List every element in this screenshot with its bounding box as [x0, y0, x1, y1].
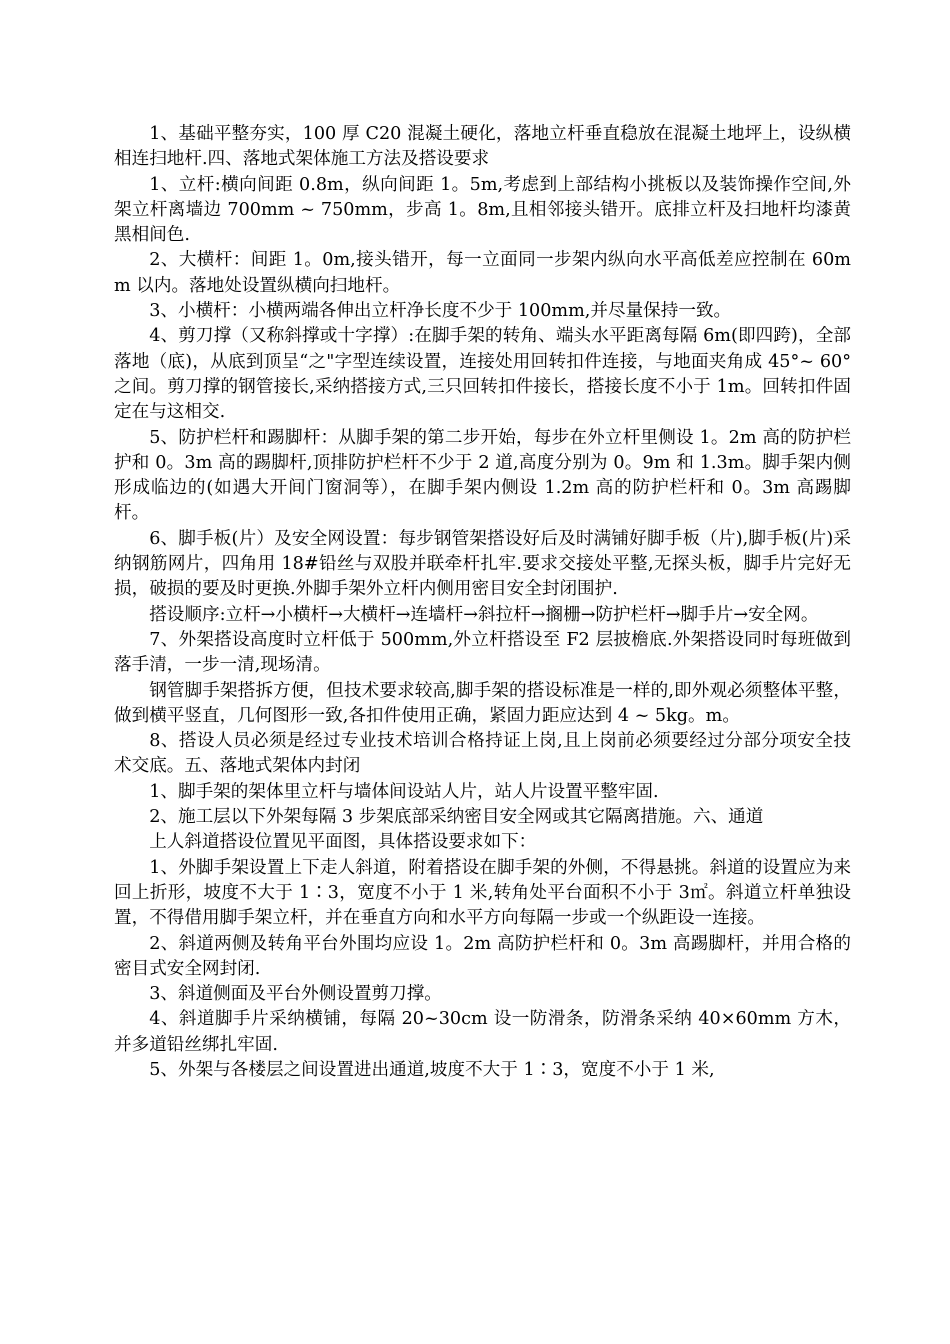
paragraph-11: 8、搭设人员必须是经过专业技术培训合格持证上岗,且上岗前必须要经过分部分项安全技术交底。五、落地式架体内封闭 — [114, 731, 851, 777]
paragraph-19: 5、外架与各楼层之间设置进出通道,坡度不大于 1∶3，宽度不小于 1 米, — [149, 1059, 715, 1080]
paragraph-12: 1、脚手架的架体里立杆与墙体间设站人片，站人片设置平整牢固. — [149, 781, 659, 802]
paragraph-5: 4、剪刀撑（又称斜撑或十字撑）:在脚手架的转角、端头水平距离每隔 6m(即四跨)，全部落地（底)，从底到顶呈“之"字型连续设置，连接处用回转扣件连接，与地面夹角成 45°~ 60°之间。剪刀撑的钢管接长,采纳搭接方式,三只回转扣件接长，搭接长度不小于 1m。回转扣件固定在与这相交. — [114, 326, 851, 423]
paragraph-13: 2、施工层以下外架每隔 3 步架底部采纳密目安全网或其它隔离措施。六、通道 — [149, 807, 764, 828]
paragraph-7: 6、脚手板(片）及安全网设置：每步钢管架搭设好后及时满铺好脚手板（片),脚手板(片)采纳钢筋网片，四角用 18#铅丝与双股并联牵杆扎牢.要求交接处平整,无探头板，脚手片完好无损，破损的要及时更换.外脚手架外立杆内侧用密目安全封闭围护. — [114, 528, 851, 600]
paragraph-3: 2、大横杆：间距 1。0m,接头错开，每一立面同一步架内纵向水平高低差应控制在 60mm 以内。落地处设置纵横向扫地杆。 — [114, 250, 851, 296]
paragraph-6: 5、防护栏杆和踢脚杆：从脚手架的第二步开始，每步在外立杆里侧设 1。2m 高的防护栏护和 0。3m 高的踢脚杆,顶排防护栏杆不少于 2 道,高度分别为 0。9m 和 1.3m。脚手架内侧形成临边的(如遇大开间门窗洞等），在脚手架内侧设 1.2m 高的防护栏杆和 0。3m 高踢脚杆。 — [114, 427, 851, 524]
paragraph-8: 搭设顺序:立杆→小横杆→大横杆→连墙杆→斜拉杆→搁栅→防护栏杆→脚手片→安全网。 — [149, 604, 819, 625]
paragraph-1: 1、基础平整夯实，100 厚 C20 混凝土硬化，落地立杆垂直稳放在混凝土地坪上，设纵横相连扫地杆.四、落地式架体施工方法及搭设要求 — [114, 124, 851, 170]
paragraph-14: 上人斜道搭设位置见平面图，具体搭设要求如下： — [149, 832, 537, 853]
document-body — [114, 122, 851, 1083]
paragraph-18: 4、斜道脚手片采纳横铺，每隔 20~30cm 设一防滑条，防滑条采纳 40×60mm 方木，并多道铅丝绑扎牢固. — [114, 1009, 851, 1055]
paragraph-17: 3、斜道侧面及平台外侧设置剪刀撑。 — [149, 984, 442, 1005]
paragraph-9: 7、外架搭设高度时立杆低于 500mm,外立杆搭设至 F2 层披檐底.外架搭设同时每班做到落手清，一步一清,现场清。 — [114, 629, 851, 676]
paragraph-2: 1、立杆:横向间距 0.8m，纵向间距 1。5m,考虑到上部结构小挑板以及装饰操作空间,外架立杆离墙边 700mm ~ 750mm，步高 1。8m,且相邻接头错开。底排立杆及扫地杆均漆黄黑相间色. — [114, 174, 851, 246]
paragraph-10: 钢管脚手架搭拆方便，但技术要求较高,脚手架的搭设标准是一样的,即外观必须整体平整，做到横平竖直，几何图形一致,各扣件使用正确，紧固力距应达到 4 ~ 5kg。m。 — [114, 680, 851, 726]
paragraph-16: 2、斜道两侧及转角平台外围均应设 1。2m 高防护栏杆和 0。3m 高踢脚杆，并用合格的密目式安全网封闭. — [114, 933, 851, 979]
paragraph-4: 3、小横杆：小横两端各伸出立杆净长度不少于 100mm,并尽量保持一致。 — [149, 301, 732, 322]
paragraph-15: 1、外脚手架设置上下走人斜道，附着搭设在脚手架的外侧，不得悬挑。斜道的设置应为来回上折形，坡度不大于 1∶3，宽度不小于 1 米,转角处平台面积不小于 3㎡。斜道立杆单独设置，不得借用脚手架立杆，并在垂直方向和水平方向每隔一步或一个纵距设一连接。 — [114, 857, 851, 929]
